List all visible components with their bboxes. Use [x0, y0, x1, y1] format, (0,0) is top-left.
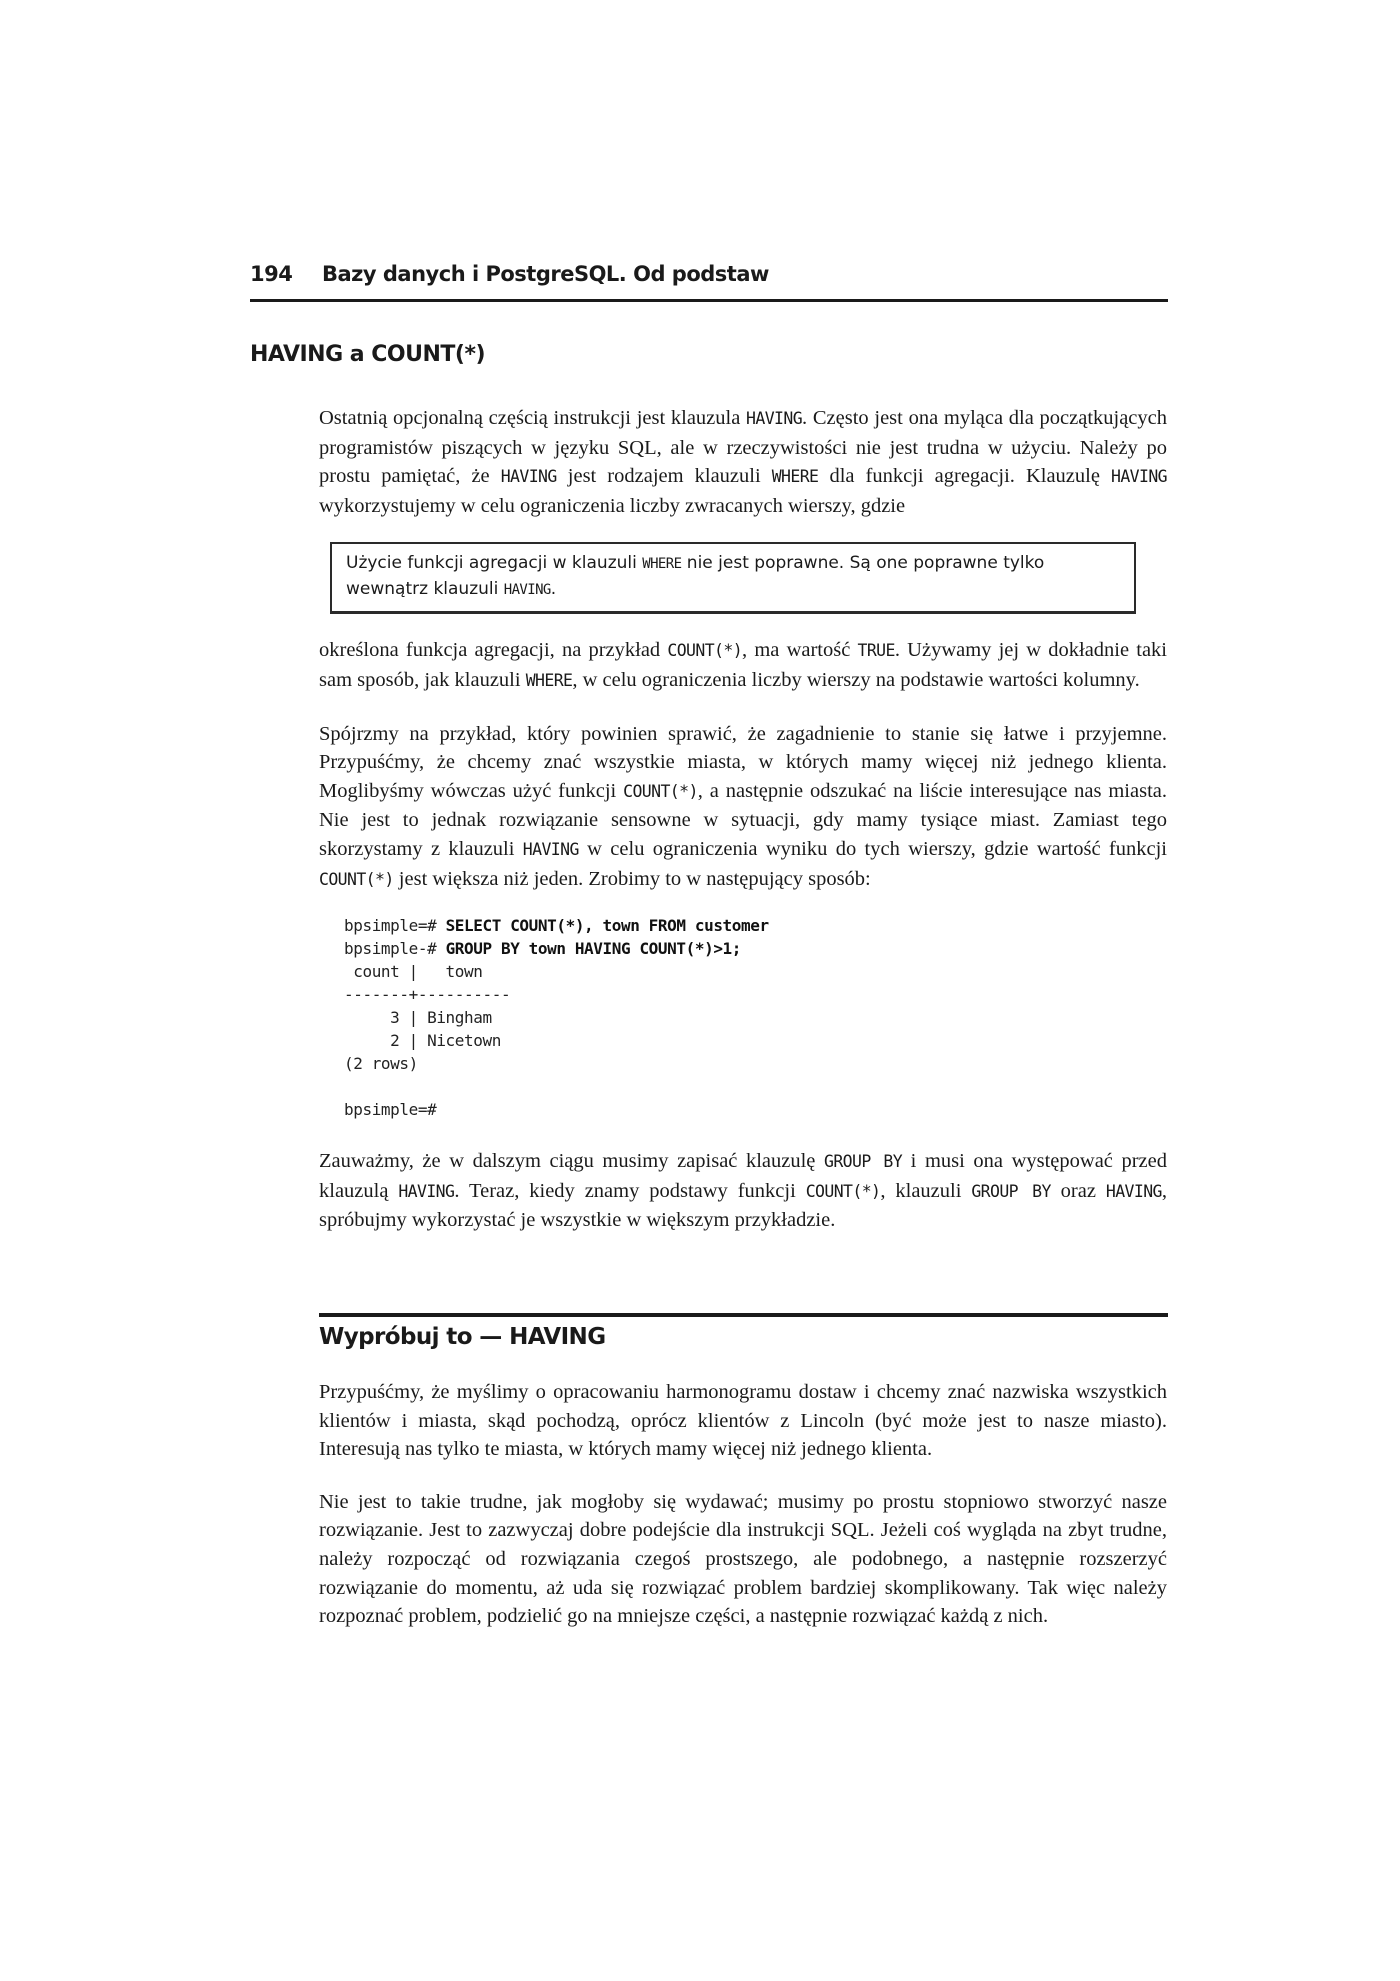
- try-it-heading: Wypróbuj to — HAVING: [319, 1324, 606, 1350]
- text-run: . Teraz, kiedy znamy podstawy funkcji: [454, 1179, 806, 1202]
- text-run: , ma wartość: [742, 639, 858, 662]
- inline-code: COUNT(*): [623, 781, 698, 801]
- running-head: [250, 262, 1168, 286]
- text-run: Spójrzmy na przykład, który powinien sprawić, że zagadnienie to stanie się łatwe i przyjemne. Przypuśćmy, że chcemy znać wszystkie miasta, w których mamy więcej niż jednego klienta. Moglibyśmy wówczas użyć funkcji: [319, 722, 1167, 802]
- inline-code: HAVING: [1111, 467, 1168, 487]
- try-it-body: [319, 1378, 1167, 1631]
- inline-code: WHERE: [642, 556, 682, 573]
- book-title: Bazy danych i PostgreSQL. Od podstaw: [322, 262, 769, 286]
- text-run: . Często jest ona myląca dla początkujących programistów piszących w języku SQL, ale w rzeczywistości nie jest trudna w użyciu. Należy po prostu pamiętać, że: [319, 407, 1168, 488]
- text-run: Ostatnią opcjonalną częścią instrukcji jest klauzula: [319, 407, 747, 429]
- text-run: , spróbujmy wykorzystać je wszystkie w większym przykładzie.: [319, 1179, 1167, 1232]
- text-run: Użycie funkcji agregacji w klauzuli: [346, 553, 643, 574]
- paragraph-1: [319, 404, 1167, 520]
- paragraph-2: [319, 636, 1167, 695]
- section-heading: HAVING a COUNT(*): [250, 342, 486, 367]
- inline-code: GROUP BY: [971, 1181, 1051, 1201]
- text-run: i musi ona występować przed klauzulą: [319, 1150, 1167, 1202]
- code-output: count | town -------+---------- 3 | Bingham 2 | Nicetown (2 rows) bpsimple=#: [344, 962, 511, 1120]
- text-run: jest większa niż jeden. Zrobimy to w następujący sposób:: [393, 867, 871, 890]
- text-run: wykorzystujemy w celu ograniczenia liczby zwracanych wierszy, gdzie: [319, 494, 906, 517]
- paragraph-6: Nie jest to takie trudne, jak mogłoby się wydawać; musimy po prostu stopniowo stworzyć nasze rozwiązanie. Jest to zazwyczaj dobre podejście dla instrukcji SQL. Jeżeli coś wygląda na zbyt trudne, należy rozpocząć od rozwiązania czegoś prostszego, ale podobnego, a następnie rozszerzyć rozwiązanie do momentu, aż uda się rozwiązać problem bardziej skomplikowany. Tak więc należy rozpoznać problem, podzielić go na mniejsze części, a następnie rozwiązać każdą z nich.: [319, 1490, 1167, 1628]
- try-it-rule: [319, 1313, 1168, 1317]
- code-input: GROUP BY town HAVING COUNT(*)>1;: [445, 939, 742, 959]
- text-run: nie jest poprawne. Są one poprawne tylko wewnątrz klauzuli: [346, 553, 1045, 600]
- text-run: .: [550, 579, 557, 600]
- text-run: określona funkcja agregacji, na przykład: [319, 639, 668, 662]
- text-run: , w celu ograniczenia liczby wierszy na podstawie wartości kolumny.: [572, 668, 1140, 691]
- inline-code: COUNT(*): [805, 1181, 881, 1201]
- text-run: . Używamy jej w dokładnie taki sam sposób, jak klauzuli: [319, 639, 1167, 691]
- header-rule: [250, 299, 1168, 302]
- section-body: [319, 404, 1167, 1235]
- code-input: SELECT COUNT(*), town FROM customer: [445, 916, 769, 936]
- inline-code: HAVING: [746, 409, 803, 428]
- inline-code: WHERE: [525, 670, 573, 690]
- text-run: jest rodzajem klauzuli: [556, 465, 772, 488]
- text-run: , klauzuli: [880, 1179, 972, 1202]
- inline-code: GROUP BY: [823, 1152, 903, 1172]
- paragraph-5: Przypuśćmy, że myślimy o opracowaniu harmonogramu dostaw i chcemy znać nazwiska wszystkich klientów i miasta, skąd pochodzą, oprócz klientów z Lincoln (być może jest to nasze miasto). Interesują nas tylko te miasta, w których mamy więcej niż jednego klienta.: [319, 1381, 1167, 1461]
- text-run: , a następnie odszukać na liście interesujące nas miasta. Nie jest to jednak rozwiązanie sensowne w sytuacji, gdy mamy tysiące miast. Zamiast tego skorzystamy z klauzuli: [319, 779, 1167, 860]
- code-prompt: bpsimple=#: [344, 916, 446, 936]
- inline-code: HAVING: [522, 839, 579, 859]
- paragraph-4: [319, 1147, 1167, 1235]
- inline-code: HAVING: [500, 467, 557, 487]
- inline-code: HAVING: [503, 582, 551, 599]
- text-run: dla funkcji agregacji. Klauzulę: [818, 465, 1111, 488]
- code-listing: [344, 914, 1167, 1121]
- text-run: oraz: [1050, 1179, 1106, 1202]
- inline-code: TRUE: [857, 641, 895, 661]
- note-box: [330, 542, 1136, 614]
- inline-code: COUNT(*): [667, 641, 743, 661]
- code-prompt: bpsimple-#: [344, 939, 446, 959]
- page-number: 194: [250, 262, 293, 286]
- inline-code: COUNT(*): [319, 869, 394, 889]
- paragraph-3: [319, 720, 1167, 895]
- text-run: w celu ograniczenia wyniku do tych wierszy, gdzie wartość funkcji: [578, 837, 1167, 860]
- inline-code: WHERE: [771, 467, 819, 487]
- text-run: Zauważmy, że w dalszym ciągu musimy zapisać klauzulę: [319, 1150, 824, 1173]
- inline-code: HAVING: [398, 1181, 455, 1201]
- inline-code: HAVING: [1105, 1181, 1162, 1201]
